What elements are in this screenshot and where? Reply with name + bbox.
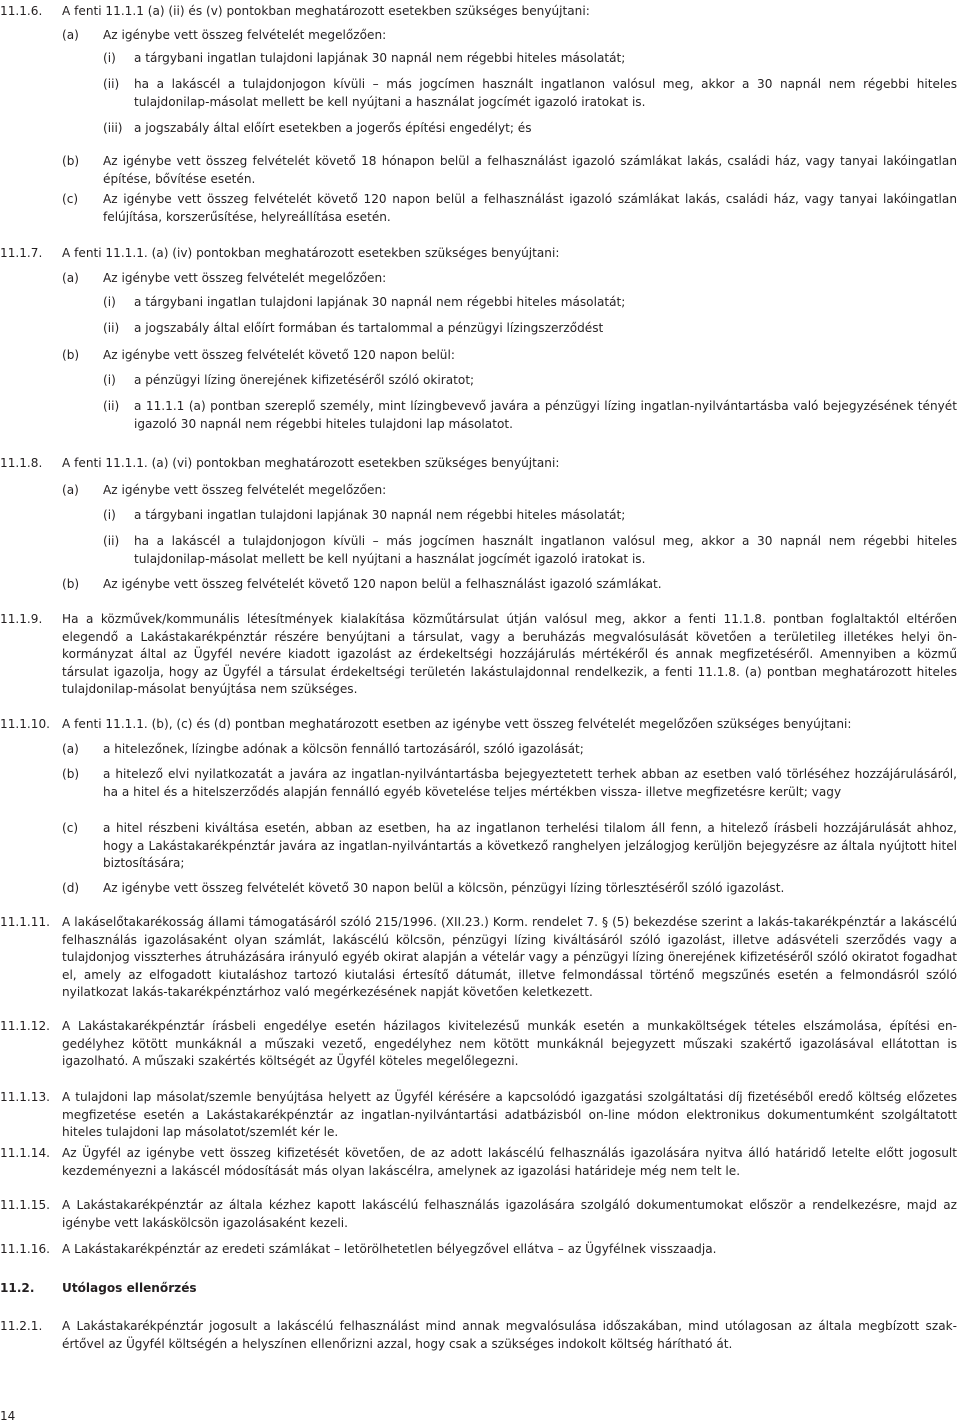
- paragraph-text: A Lakástakarékpénztár az eredeti számlákat – letörölhetetlen bélyegzővel ellátva – az Ügyfélnek visszaadja.: [62, 1242, 717, 1256]
- paragraph-text: Az igénybe vett összeg felvételét megelőzően:: [103, 28, 387, 42]
- paragraph-number: 11.2.1.: [0, 1319, 43, 1333]
- paragraph-number: 11.1.7.: [0, 246, 43, 260]
- paragraph-number: 11.1.6.: [0, 4, 43, 18]
- paragraph-text: A tulajdoni lap másolat/szemle benyújtása helyett az Ügyfél kérésére a kapcsolódó igazgatási szolgáltatási díj fizetéséből eredő költség előzetes megfizetése esetén a Lakástakarékpénztár az ingatlan-nyilvántartási adatbázisból on-line módon elektronikus dokumentumként szolgáltatott hiteles tulajdoni lap másolatot/szemlét kér le.: [62, 1090, 957, 1140]
- section-title: Utólagos ellenőrzés: [62, 1281, 197, 1295]
- list-label: (b): [62, 348, 80, 362]
- list-label: (a): [62, 28, 79, 42]
- paragraph-text: Az Ügyfél az igénybe vett összeg kifizetését követően, de az adott lakáscélú felhasználás igazolására nyitva álló határidő letelte előtt jogosult kezdeményezni a lakáscél módosítását más olyan lakáscélra, amelynek az igazolási határideje még nem telt le.: [62, 1146, 957, 1178]
- list-label: (a): [62, 271, 79, 285]
- paragraph-text: a hitelező elvi nyilatkozatát a javára az ingatlan-nyilvántartásba bejegyeztetett terhek abban az esetben való törléséhez hozzájárulásáról, ha a hitel és a hitelszerződés alapján fennálló egyéb követelése teljes mértékben vissza- illetve megfizetésre került; vagy: [103, 767, 957, 799]
- page-number: 14: [0, 1409, 16, 1423]
- paragraph-text: A Lakástakarékpénztár az általa kézhez kapott lakáscélú felhasználás igazolására szolgáló dokumentumokat először a rendelkezésre, majd az igénybe vett lakáskölcsön igazolásaként kezeli.: [62, 1198, 957, 1230]
- paragraph-number: 11.1.9.: [0, 612, 43, 626]
- list-label: (a): [62, 483, 79, 497]
- paragraph-text: a tárgybani ingatlan tulajdoni lapjának 30 napnál nem régebbi hiteles másolatát;: [134, 295, 626, 309]
- list-label: (iii): [103, 121, 123, 135]
- list-label: (b): [62, 767, 80, 781]
- paragraph-text: a hitel részbeni kiváltása esetén, abban az esetben, ha az ingatlanon terhelési tilalom áll fenn, a hitelező írásbeli hozzájárulását ahhoz, hogy a Lakástakarékpénztár javára az ingatlan-nyilvántartás a következő ranghelyen jelzálogjog kerüljön bejegyzésre az általa nyújtott hitel biztosítására;: [103, 821, 957, 871]
- list-label: (b): [62, 577, 80, 591]
- paragraph-text: a pénzügyi lízing önerejének kifizetéséről szóló okiratot;: [134, 373, 475, 387]
- paragraph-text: Az igénybe vett összeg felvételét követő 30 napon belül a kölcsön, pénzügyi lízing törlesztéséről szóló igazolást.: [103, 881, 785, 895]
- list-label: (c): [62, 821, 79, 835]
- paragraph-text: A fenti 11.1.1 (a) (ii) és (v) pontokban meghatározott esetekben szükséges benyújtani:: [62, 4, 590, 18]
- paragraph-number: 11.1.12.: [0, 1019, 51, 1033]
- paragraph-text: a tárgybani ingatlan tulajdoni lapjának 30 napnál nem régebbi hiteles másolatát;: [134, 51, 626, 65]
- paragraph-number: 11.1.11.: [0, 915, 51, 929]
- paragraph-text: Az igénybe vett összeg felvételét követő 120 napon belül:: [103, 348, 455, 362]
- paragraph-text: Az igénybe vett összeg felvételét megelőzően:: [103, 271, 387, 285]
- list-label: (d): [62, 881, 80, 895]
- paragraph-text: ha a lakáscél a tulajdonjogon kívüli – más jogcímen használt ingatlanon valósul meg, akkor a 30 napnál nem régebbi hiteles tulajdonilap-másolat mellett be kell nyújtani a használat jogcímét igazoló iratokat is.: [134, 77, 957, 109]
- list-label: (ii): [103, 399, 120, 413]
- paragraph-text: ha a lakáscél a tulajdonjogon kívüli – más jogcímen használt ingatlanon valósul meg, akkor a 30 napnál nem régebbi hiteles tulajdonilap-másolat mellett be kell nyújtani a használat jogcímét igazoló iratokat is.: [134, 534, 957, 566]
- list-label: (ii): [103, 534, 120, 548]
- list-label: (c): [62, 192, 79, 206]
- paragraph-text: a 11.1.1 (a) pontban szereplő személy, mint lízingbevevő javára a pénzügyi lízing ingatlan-nyilvántartásba való bejegyzésének tényét igazoló 30 napnál nem régebbi hiteles tulajdoni lap másolatot.: [134, 399, 957, 431]
- paragraph-number: 11.1.8.: [0, 456, 43, 470]
- paragraph-text: Az igénybe vett összeg felvételét követő 120 napon belül a felhasználást igazoló számlákat.: [103, 577, 662, 591]
- paragraph-text: a hitelezőnek, lízingbe adónak a kölcsön fennálló tartozásáról, szóló igazolását;: [103, 742, 584, 756]
- paragraph-text: A lakáselőtakarékosság állami támogatásáról szóló 215/1996. (XII.23.) Korm. rendelet 7. § (5) bekezdése szerint a lakás-takarékpénztár a lakáscélú felhasználás igazolásaként olyan számlát, lakáscélú kölcsön, pénzügyi lízing kiváltásáról szóló igazolást, illetve adásvételi szerződés vagy a tulajdonjog visszterhes átruházására irányuló egyéb okirat alapján a vételár vagy a pénzügyi lízing önerejének kifizetéséről szóló okiratot fogadhat el, amely az elfogadott kiutaláshoz tartozó kiutalási értesítő dátumát, illetve felmondással történő megszűnés esetén a felmondásról szóló nyilatkozat lakás-takarékpénztárhoz való megérkezésének napját követően keletkezett.: [62, 915, 957, 1000]
- list-label: (i): [103, 373, 116, 387]
- paragraph-text: A fenti 11.1.1. (a) (vi) pontokban meghatározott esetekben szükséges benyújtani:: [62, 456, 560, 470]
- list-label: (i): [103, 295, 116, 309]
- paragraph-text: a tárgybani ingatlan tulajdoni lapjának 30 napnál nem régebbi hiteles másolatát;: [134, 508, 626, 522]
- paragraph-text: A Lakástakarékpénztár írásbeli engedélye esetén házilagos kivitelezésű munkák esetén a munkaköltségek tételes elszámolása, építési engedélyhez kötött munkáknál a műszaki vezető, engedélyhez nem kötött munkáknál bejegyzett műszaki szakértő igazolásával ellátottan is igazolható. A műszaki szakértés költségét az Ügyfél köteles megelőlegezni.: [62, 1019, 957, 1069]
- list-label: (a): [62, 742, 79, 756]
- paragraph-text: A Lakástakarékpénztár jogosult a lakáscélú felhasználást mind annak megvalósulása időszakában, mind utólagosan az általa megbízott szakértővel az Ügyfél költségén a helyszínen ellenőrizni azzal, hogy csak a szükséges indokolt költség hárítható át.: [62, 1319, 957, 1351]
- paragraph-text: Az igénybe vett összeg felvételét megelőzően:: [103, 483, 387, 497]
- paragraph-text: a jogszabály által előírt esetekben a jogerős építési engedélyt; és: [134, 121, 532, 135]
- list-label: (b): [62, 154, 80, 168]
- paragraph-number: 11.1.13.: [0, 1090, 51, 1104]
- paragraph-text: Az igénybe vett összeg felvételét követő 18 hónapon belül a felhasználást igazoló számlákat lakás, családi ház, vagy tanyai lakóingatlan építése, bővítése esetén.: [103, 154, 957, 186]
- list-label: (ii): [103, 77, 120, 91]
- paragraph-number: 11.1.16.: [0, 1242, 51, 1256]
- paragraph-text: Az igénybe vett összeg felvételét követő 120 napon belül a felhasználást igazoló számlákat lakás, családi ház, vagy tanyai lakóingatlan felújítása, korszerűsítése, helyreállítása esetén.: [103, 192, 957, 224]
- paragraph-number: 11.1.14.: [0, 1146, 51, 1160]
- paragraph-text: Ha a közművek/kommunális létesítmények kialakítása közműtársulat útján valósul meg, akkor a fenti 11.1.8. pontban foglaltaktól eltérően elegendő a Lakástakarékpénztár részére benyújtani a társulat, vagy a beruházás megvalósulását követően a területileg illetékes helyi önkormányzat által az Ügyfél nevére kiadott igazolást az érdekeltségi hozzájárulás mértékéről és annak megfizetéséről. Amennyiben a közmű társulat igazolja, hogy az Ügyfél a társulat érdekeltségi területén lakástulajdonnal rendelkezik, a fenti 11.1.8. (a) pontban meghatározott hiteles tulajdonilap-másolat benyújtása nem szükséges.: [62, 612, 957, 697]
- list-label: (i): [103, 508, 116, 522]
- paragraph-number: 11.1.15.: [0, 1198, 51, 1212]
- paragraph-text: A fenti 11.1.1. (a) (iv) pontokban meghatározott esetekben szükséges benyújtani:: [62, 246, 560, 260]
- paragraph-text: a jogszabály által előírt formában és tartalommal a pénzügyi lízingszerződést: [134, 321, 604, 335]
- paragraph-number: 11.1.10.: [0, 717, 51, 731]
- paragraph-text: A fenti 11.1.1. (b), (c) és (d) pontban meghatározott esetben az igénybe vett összeg felvételét megelőzően szükséges benyújtani:: [62, 717, 852, 731]
- list-label: (i): [103, 51, 116, 65]
- list-label: (ii): [103, 321, 120, 335]
- paragraph-number: 11.2.: [0, 1281, 35, 1295]
